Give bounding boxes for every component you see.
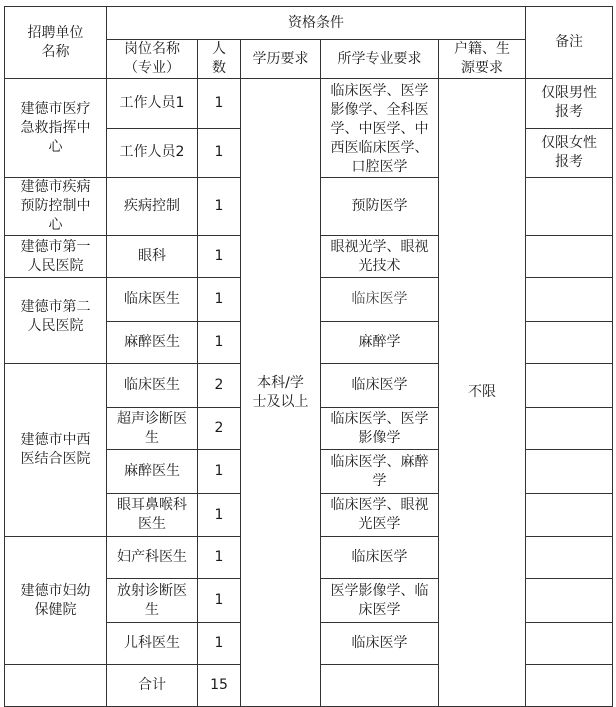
count-cell: 1 [198,450,241,494]
remark-cell [526,579,613,623]
recruitment-table-wrapper [4,6,613,707]
major-cell: 临床医学 [321,623,439,665]
count-cell: 1 [198,537,241,579]
remark-cell [526,278,613,322]
header-education: 学历要求 [241,40,321,79]
origin-cell: 不限 [439,79,526,707]
remark-cell [526,236,613,278]
total-count: 15 [198,665,241,707]
unit-cdc: 建德市疾病 预防控制中 心 [5,178,107,236]
position-cell: 超声诊断医 生 [107,408,198,450]
major-cell: 临床医学、医学 影像学 [321,408,439,450]
recruitment-table [4,6,613,707]
position-cell: 放射诊断医 生 [107,579,198,623]
major-cell: 眼视光学、眼视 光技术 [321,236,439,278]
remark-cell [526,450,613,494]
count-cell: 1 [198,623,241,665]
header-count: 人 数 [198,40,241,79]
count-cell: 1 [198,128,241,178]
position-cell: 麻醉医生 [107,450,198,494]
remark-cell: 仅限男性 报考 [526,79,613,129]
major-cell: 临床医学、麻醉 学 [321,450,439,494]
position-cell: 儿科医生 [107,623,198,665]
remark-cell [526,178,613,236]
unit-tcm-hospital: 建德市中西 医结合医院 [5,364,107,537]
major-cell: 预防医学 [321,178,439,236]
header-origin: 户籍、生 源要求 [439,40,526,79]
header-position: 岗位名称 （专业） [107,40,198,79]
count-cell: 2 [198,408,241,450]
header-major: 所学专业要求 [321,40,439,79]
position-cell: 疾病控制 [107,178,198,236]
unit-maternal-hospital: 建德市妇幼 保健院 [5,537,107,665]
header-unit: 招聘单位 名称 [5,7,107,79]
position-cell: 眼科 [107,236,198,278]
remark-cell [526,623,613,665]
major-cell: 临床医学 [321,537,439,579]
position-cell: 麻醉医生 [107,322,198,364]
position-cell: 工作人员2 [107,128,198,178]
count-cell: 1 [198,322,241,364]
position-cell: 临床医生 [107,364,198,408]
header-remarks: 备注 [526,7,613,79]
remark-cell: 仅限女性 报考 [526,128,613,178]
remark-cell [526,537,613,579]
total-major-empty [321,665,439,707]
major-cell: 临床医学 [321,364,439,408]
remark-cell [526,322,613,364]
major-cell-emergency: 临床医学、医学 影像学、全科医 学、中医学、中 西医临床医学、 口腔医学 [321,79,439,178]
table-row [5,79,613,129]
count-cell: 1 [198,579,241,623]
major-cell: 麻醉学 [321,322,439,364]
count-cell: 2 [198,364,241,408]
total-label: 合计 [107,665,198,707]
position-cell: 眼耳鼻喉科 医生 [107,494,198,537]
unit-first-hospital: 建德市第一 人民医院 [5,236,107,278]
count-cell: 1 [198,236,241,278]
education-cell: 本科/学 士及以上 [241,79,321,707]
major-cell: 临床医学、眼视 光医学 [321,494,439,537]
remark-cell [526,494,613,537]
remark-cell [526,408,613,450]
unit-emergency: 建德市医疗 急救指挥中 心 [5,79,107,178]
count-cell: 1 [198,278,241,322]
unit-second-hospital: 建德市第二 人民医院 [5,278,107,364]
total-unit-empty [5,665,107,707]
position-cell: 工作人员1 [107,79,198,129]
position-cell: 妇产科医生 [107,537,198,579]
count-cell: 1 [198,494,241,537]
total-remark-empty [526,665,613,707]
major-cell: 临床医学 [321,278,439,322]
count-cell: 1 [198,178,241,236]
position-cell: 临床医生 [107,278,198,322]
major-cell: 医学影像学、临 床医学 [321,579,439,623]
remark-cell [526,364,613,408]
count-cell: 1 [198,79,241,129]
header-qualifications: 资格条件 [107,7,526,40]
header-row-1 [5,7,613,40]
